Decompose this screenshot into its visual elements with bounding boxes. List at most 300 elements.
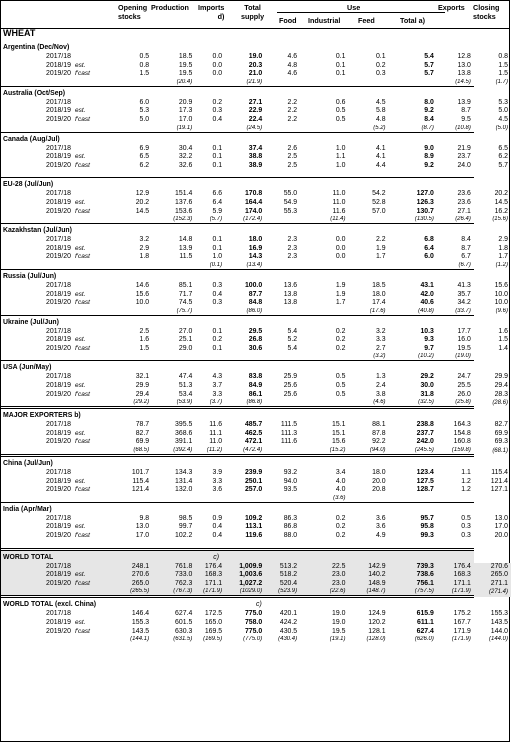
cell-value: 99.7 <box>178 523 193 531</box>
row-spacer <box>1 636 13 643</box>
previous-forecast-value <box>265 495 300 503</box>
cell-value: 23.6 <box>457 198 471 206</box>
cell-value: 0.0 <box>335 244 346 252</box>
cell-value: 8.9 <box>424 153 434 161</box>
cell-value: 95.8 <box>420 523 434 531</box>
cell-value: 0.1 <box>212 161 223 169</box>
section-header <box>1 456 511 470</box>
table-row <box>1 208 511 217</box>
previous-forecast-value <box>116 308 152 316</box>
table-row <box>1 619 511 628</box>
previous-forecast-value <box>116 495 152 503</box>
section-note: c) <box>256 601 262 609</box>
cell-value: 140.2 <box>348 571 388 580</box>
table-row <box>1 236 511 245</box>
cell-value: 26.0 <box>457 390 471 398</box>
row-spacer <box>28 588 73 597</box>
cell-value: 14.8 <box>178 236 193 244</box>
previous-forecast-value <box>195 79 225 87</box>
row-year: 2018/19 <box>46 429 71 437</box>
previous-forecast-value <box>300 541 348 550</box>
cell-value: 13.6 <box>283 281 298 289</box>
cell-value: 14.5 <box>494 198 508 206</box>
cell-value: 57.0 <box>372 207 386 215</box>
cell-value: 0.1 <box>212 327 223 335</box>
row-year: 2019/20 <box>46 115 71 123</box>
row-year: 2017/18 <box>28 563 73 572</box>
cell-value: 8.7 <box>461 107 471 115</box>
cell-value: 24.0 <box>457 161 471 169</box>
row-status: est. <box>74 290 86 298</box>
cell-value: 11.0 <box>209 438 223 446</box>
previous-forecast-value: (9.6) <box>495 307 508 314</box>
row-spacer <box>1 125 13 133</box>
table-row <box>1 116 511 125</box>
cell-value: 1,009.9 <box>225 563 265 572</box>
cell-value: 12.9 <box>135 190 150 198</box>
cell-value: 38.8 <box>248 153 263 161</box>
cell-value: 71.7 <box>178 290 193 298</box>
previous-forecast-value <box>265 447 300 456</box>
section-header <box>1 315 511 328</box>
table-row <box>1 162 511 171</box>
row-status <box>73 236 116 245</box>
cell-value: 0.0 <box>212 53 223 60</box>
previous-forecast-value <box>437 541 474 550</box>
table-row <box>1 391 511 400</box>
cell-value: 31.8 <box>420 390 434 398</box>
cell-value: 611.1 <box>416 618 434 626</box>
cell-value: 9.2 <box>424 107 434 115</box>
cell-value: 111.3 <box>280 429 298 437</box>
cell-value: 5.7 <box>498 161 508 169</box>
table-row <box>1 382 511 391</box>
cell-value: 22.5 <box>300 563 348 572</box>
previous-forecast-value <box>225 170 265 178</box>
cell-value: 2.6 <box>287 144 298 152</box>
cell-value: 4.6 <box>287 70 298 78</box>
cell-value: 3.3 <box>212 390 223 398</box>
cell-value: 175.2 <box>453 610 471 618</box>
previous-forecast-value: (11.2) <box>206 447 223 454</box>
cell-value: 0.1 <box>212 153 223 161</box>
col-production: Production <box>151 3 189 12</box>
cell-value: 27.0 <box>178 327 193 335</box>
row-spacer <box>13 53 27 62</box>
row-spacer <box>13 291 27 300</box>
row-year: 2017/18 <box>46 53 71 60</box>
cell-value: 25.5 <box>457 382 471 390</box>
row-spacer <box>73 125 116 133</box>
cell-value: 6.2 <box>139 161 150 169</box>
cell-value: 733.0 <box>152 571 195 580</box>
cell-value: 1.1 <box>461 469 471 477</box>
previous-forecast-value <box>389 541 437 550</box>
cell-value: 6.0 <box>139 98 150 106</box>
cell-value: 0.3 <box>461 532 471 539</box>
cell-value: 2.9 <box>139 244 150 252</box>
row-status <box>73 328 116 337</box>
row-spacer <box>1 523 13 532</box>
col-closing-line1: Closing <box>473 3 500 12</box>
cell-value: 18.0 <box>248 236 263 244</box>
cell-value: 1.6 <box>498 327 508 335</box>
row-spacer <box>28 541 73 550</box>
cell-value: 21.0 <box>248 70 263 78</box>
cell-value: 102.2 <box>175 532 193 539</box>
cell-value: 0.1 <box>212 144 223 152</box>
section-label: Russia (Jul/Jun) <box>3 272 57 280</box>
cell-value: 271.1 <box>474 580 511 589</box>
section-label: EU-28 (Jul/Jun) <box>3 181 54 189</box>
row-status <box>73 373 116 382</box>
previous-forecast-value: (86.0) <box>246 307 263 314</box>
cell-value: 0.2 <box>335 336 346 344</box>
section-name <box>1 549 474 563</box>
cell-value: 143.5 <box>490 618 508 626</box>
row-spacer <box>13 116 27 125</box>
cell-value: 10.0 <box>135 299 150 307</box>
row-spacer <box>1 541 13 550</box>
row-spacer <box>13 588 27 597</box>
cell-value: 239.9 <box>244 469 263 477</box>
column-header <box>1 1 509 29</box>
cell-value: 0.5 <box>461 514 471 522</box>
table-row <box>1 438 511 447</box>
previous-forecast-row <box>1 541 511 550</box>
previous-forecast-value: (392.4) <box>173 447 193 454</box>
cell-value: 9.7 <box>424 344 434 352</box>
table-row <box>1 571 511 580</box>
table-row <box>1 190 511 199</box>
previous-forecast-value: (33.7) <box>455 307 471 314</box>
row-spacer <box>13 580 27 589</box>
row-year: 2019/20 <box>46 299 71 307</box>
section-label: WORLD TOTAL <box>3 553 54 561</box>
cell-value: 0.1 <box>335 61 346 69</box>
row-spacer <box>13 469 27 478</box>
cell-value: 3.6 <box>375 523 386 531</box>
row-spacer <box>13 162 27 171</box>
cell-value: 128.1 <box>368 627 386 635</box>
row-spacer <box>13 523 27 532</box>
row-spacer <box>73 636 116 643</box>
cell-value: 23.0 <box>300 580 348 589</box>
row-status: f'cast <box>74 253 90 261</box>
row-spacer <box>13 532 27 541</box>
section-header <box>1 269 511 282</box>
previous-forecast-value: (1.7) <box>495 79 508 86</box>
cell-value: 11.6 <box>332 207 346 215</box>
cell-value: 86.3 <box>283 514 298 522</box>
row-year: 2019/20 <box>46 344 71 352</box>
previous-forecast-row <box>1 262 511 270</box>
row-spacer <box>13 430 27 439</box>
previous-forecast-row <box>1 308 511 316</box>
row-spacer <box>1 70 13 79</box>
cell-value: 4.8 <box>287 61 298 69</box>
cell-value: 0.3 <box>212 299 223 307</box>
row-spacer <box>73 447 116 456</box>
row-spacer <box>13 628 27 637</box>
cell-value: 20.0 <box>494 532 508 539</box>
cell-value: 0.1 <box>375 53 386 60</box>
previous-forecast-value <box>348 170 388 178</box>
row-spacer <box>13 62 27 71</box>
row-spacer <box>1 532 13 541</box>
cell-value: 29.2 <box>420 373 434 381</box>
cell-value: 82.7 <box>494 421 508 429</box>
cell-value: 5.7 <box>424 70 434 78</box>
cell-value: 4.1 <box>375 153 386 161</box>
cell-value: 1.7 <box>498 253 508 261</box>
table-row <box>1 610 511 619</box>
row-year: 2019/20 <box>46 70 71 78</box>
cell-value: 27.1 <box>457 207 471 215</box>
previous-forecast-value <box>300 262 348 270</box>
previous-forecast-value: (13.4) <box>246 261 263 268</box>
cell-value: 2.9 <box>498 236 508 244</box>
row-status: f'cast <box>74 299 90 307</box>
row-spacer <box>73 308 116 316</box>
previous-forecast-value: (94.0) <box>369 447 386 454</box>
row-status: f'cast <box>74 532 90 539</box>
cell-value: 5.8 <box>375 107 386 115</box>
cell-value: 119.6 <box>245 532 263 539</box>
cell-value: 8.7 <box>461 244 471 252</box>
previous-forecast-value <box>116 262 152 270</box>
cell-value: 0.2 <box>212 336 223 344</box>
cell-value: 2.2 <box>287 115 298 123</box>
row-status: f'cast <box>74 344 90 352</box>
cell-value: 0.5 <box>335 115 346 123</box>
cell-value: 52.8 <box>372 198 386 206</box>
cell-value: 85.1 <box>178 281 193 289</box>
row-spacer <box>13 610 27 619</box>
row-year: 2017/18 <box>46 144 71 152</box>
section-name <box>1 86 474 99</box>
cell-value: 16.2 <box>494 207 508 215</box>
row-spacer <box>13 421 27 430</box>
cell-value: 19.5 <box>332 627 346 635</box>
cell-value: 86.1 <box>248 390 263 398</box>
cell-value: 4.6 <box>287 53 298 60</box>
previous-forecast-value: (5.0) <box>495 124 508 131</box>
cell-value: 3.2 <box>375 327 386 335</box>
row-spacer <box>13 262 27 270</box>
previous-forecast-value <box>116 79 152 87</box>
cell-value: 134.3 <box>175 469 193 477</box>
row-status: est. <box>74 107 86 115</box>
section-label: Australia (Oct/Sep) <box>3 89 66 97</box>
cell-value: 1.5 <box>498 70 508 78</box>
previous-forecast-row <box>1 495 511 503</box>
cell-value: 17.0 <box>178 115 193 123</box>
section-header <box>1 361 511 374</box>
cell-value: 13.8 <box>283 290 298 298</box>
row-spacer <box>1 478 13 487</box>
previous-forecast-value: (159.8) <box>451 447 471 454</box>
cell-value: 21.9 <box>457 144 471 152</box>
previous-forecast-value <box>265 308 300 316</box>
section-header <box>1 178 511 191</box>
row-spacer <box>1 373 13 382</box>
table-row <box>1 486 511 495</box>
col-total-use: Total a) <box>400 16 426 25</box>
cell-value: 27.1 <box>248 98 263 106</box>
previous-forecast-value <box>389 495 437 503</box>
row-spacer <box>1 399 13 408</box>
cell-value: 13.0 <box>494 514 508 522</box>
cell-value: 20.2 <box>494 190 508 198</box>
cell-value: 54.2 <box>372 190 386 198</box>
cell-value: 15.6 <box>135 290 150 298</box>
cell-value: 738.6 <box>389 571 437 580</box>
cell-value: 6.9 <box>139 144 150 152</box>
row-spacer <box>1 328 13 337</box>
section-header <box>1 549 511 563</box>
cell-value: 121.4 <box>490 477 508 485</box>
previous-forecast-value <box>348 216 388 224</box>
cell-value: 3.7 <box>212 382 223 390</box>
previous-forecast-value: (32.5) <box>418 399 434 406</box>
cell-value: 124.9 <box>368 610 386 618</box>
row-spacer <box>1 62 13 71</box>
previous-forecast-value: (21.9) <box>246 78 263 85</box>
row-status: f'cast <box>74 390 90 398</box>
previous-forecast-value: (19.0) <box>455 353 471 360</box>
row-year: 2018/19 <box>28 571 73 580</box>
row-spacer <box>73 353 116 361</box>
row-spacer <box>28 399 73 408</box>
cell-value: 2.5 <box>287 153 298 161</box>
table-row <box>1 199 511 208</box>
cell-value: 1.7 <box>375 253 386 261</box>
row-spacer <box>1 336 13 345</box>
previous-forecast-value <box>389 170 437 178</box>
row-year: 2019/20 <box>28 580 73 589</box>
row-spacer <box>1 421 13 430</box>
table-row <box>1 421 511 430</box>
previous-forecast-value: (5.2) <box>373 124 386 131</box>
cell-value: 265.0 <box>474 571 511 580</box>
cell-value: 16.9 <box>248 244 263 252</box>
cell-value: 3.6 <box>212 486 223 494</box>
row-year: 2017/18 <box>46 98 71 106</box>
cell-value: 0.3 <box>461 523 471 531</box>
row-spacer <box>13 373 27 382</box>
previous-forecast-value <box>265 399 300 408</box>
row-status: est. <box>74 429 86 437</box>
cell-value: 627.4 <box>175 610 193 618</box>
cell-value: 94.0 <box>283 477 298 485</box>
cell-value: 10.0 <box>494 299 508 307</box>
cell-value: 25.6 <box>283 390 298 398</box>
cell-value: 1.5 <box>498 336 508 344</box>
cell-value: 1.1 <box>335 153 346 161</box>
section-name <box>1 132 474 145</box>
previous-forecast-row <box>1 447 511 456</box>
cell-value: 29.9 <box>135 382 150 390</box>
previous-forecast-value <box>152 170 195 178</box>
row-year: 2019/20 <box>46 532 71 539</box>
previous-forecast-value: (171.9) <box>451 636 471 643</box>
cell-value: 127.0 <box>416 190 434 198</box>
cell-value: 472.1 <box>244 438 263 446</box>
cell-value: 88.0 <box>283 532 298 539</box>
cell-value: 19.5 <box>178 70 193 78</box>
previous-forecast-value: (430.4) <box>278 636 298 643</box>
cell-value: 0.8 <box>139 61 150 69</box>
cell-value: 11.6 <box>209 421 223 429</box>
col-total-supply-line2: supply <box>241 12 265 21</box>
section-name <box>1 224 474 237</box>
cell-value: 513.2 <box>265 563 300 572</box>
cell-value: 41.3 <box>457 281 471 289</box>
col-exports: Exports <box>438 3 465 12</box>
cell-value: 5.2 <box>287 336 298 344</box>
row-spacer <box>13 125 27 133</box>
row-year: 2019/20 <box>46 253 71 261</box>
previous-forecast-value: (68.5) <box>133 447 150 454</box>
cell-value: 270.6 <box>474 563 511 572</box>
row-spacer <box>1 262 13 270</box>
table-row <box>1 282 511 291</box>
cell-value: 15.1 <box>332 429 346 437</box>
cell-value: 24.7 <box>457 373 471 381</box>
cell-value: 9.3 <box>424 336 434 344</box>
previous-forecast-value <box>474 541 511 550</box>
previous-forecast-value <box>300 170 348 178</box>
cell-value: 10.3 <box>420 327 434 335</box>
previous-forecast-value <box>348 541 388 550</box>
cell-value: 11.0 <box>332 190 346 198</box>
row-spacer <box>1 145 13 154</box>
previous-forecast-value: (14.5) <box>455 78 471 85</box>
cell-value: 151.4 <box>175 190 193 198</box>
row-year: 2018/19 <box>46 61 71 69</box>
previous-forecast-value <box>265 262 300 270</box>
cell-value: 69.9 <box>494 429 508 437</box>
cell-value: 0.2 <box>335 327 346 335</box>
row-spacer <box>13 571 27 580</box>
cell-value: 0.4 <box>212 290 223 298</box>
previous-forecast-value <box>437 170 474 178</box>
cell-value: 168.3 <box>437 571 474 580</box>
cell-value: 29.4 <box>494 382 508 390</box>
cell-value: 4.0 <box>335 486 346 494</box>
row-status: f'cast <box>74 161 90 169</box>
row-year: 2017/18 <box>46 514 71 522</box>
row-spacer <box>13 145 27 154</box>
cell-value: 160.8 <box>453 438 471 446</box>
section-header <box>1 502 511 515</box>
previous-forecast-value: (128.0) <box>366 636 386 643</box>
cell-value: 3.3 <box>212 477 223 485</box>
section-header <box>1 86 511 99</box>
cell-value: 3.6 <box>375 514 386 522</box>
previous-forecast-value: (472.4) <box>243 447 263 454</box>
cell-value: 1.0 <box>335 161 346 169</box>
row-spacer <box>1 208 13 217</box>
cell-value: 22.4 <box>248 115 263 123</box>
previous-forecast-value: (28.6) <box>492 400 508 406</box>
table-row <box>1 532 511 541</box>
row-year: 2019/20 <box>46 390 71 398</box>
row-spacer <box>28 353 73 361</box>
cell-value: 54.9 <box>283 198 298 206</box>
cell-value: 630.3 <box>175 627 193 635</box>
